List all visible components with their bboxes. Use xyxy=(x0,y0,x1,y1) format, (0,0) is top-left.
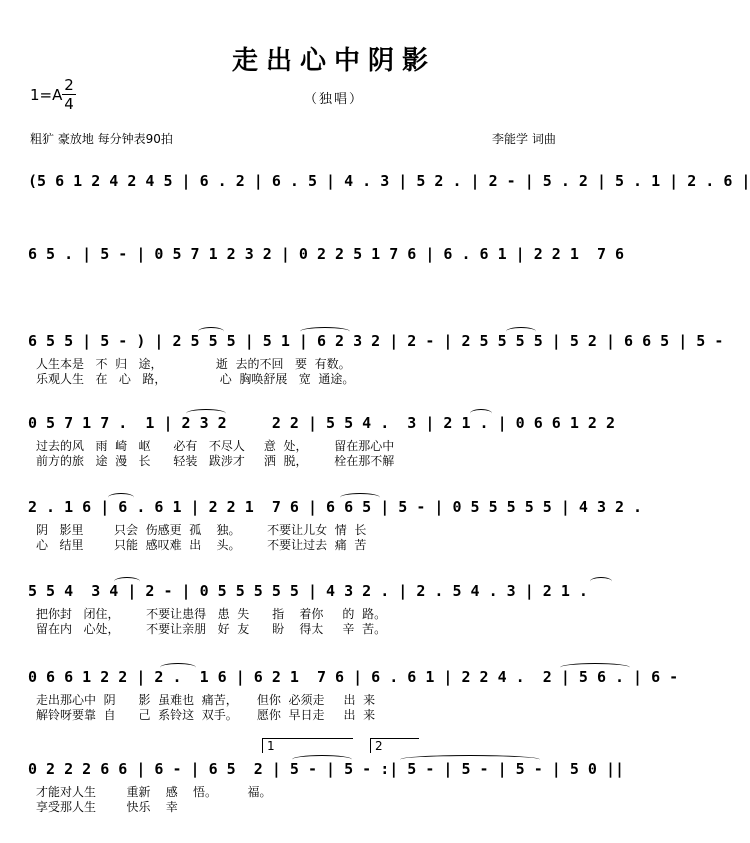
composer-credit: 李能学 词曲 xyxy=(492,132,556,146)
volta-number-2: 2 xyxy=(375,739,383,753)
lyrics-system-6-verse-1: 把你封 闭住， 不要让患得 患 失 指 着你 的 路。 xyxy=(36,607,387,621)
lyrics-system-4-verse-2: 前方的旅 途 漫 长 轻装 跋涉才 洒 脱， 栓在那不解 xyxy=(36,454,395,468)
notes-system-6: 5 5 4 3 4 | 2 - | 0 5 5 5 5 5 | 4 3 2 . | 2 . 5 4 . 3 | 2 1 . xyxy=(28,582,588,600)
song-title: 走出心中阴影 xyxy=(231,46,436,76)
lyrics-system-6-verse-2: 留在内 心处， 不要让亲朋 好 友 盼 得太 辛 苦。 xyxy=(36,622,387,636)
volta-number-1: 1 xyxy=(267,739,275,753)
slur-mark xyxy=(470,409,492,418)
notes-system-8: 0 2 2 2 6 6 | 6 - | 6 5 2 | 5 - | 5 - :| 5 - | 5 - | 5 - | 5 0 || xyxy=(28,760,625,778)
song-subtitle: （独唱） xyxy=(303,92,364,107)
slur-mark xyxy=(560,663,630,672)
key-signature: 1=A xyxy=(30,86,63,104)
notes-system-2: 6 5 . | 5 - | 0 5 7 1 2 3 2 | 0 2 2 5 1 7 6 | 6 . 6 1 | 2 2 1 7 6 xyxy=(28,245,625,263)
notes-system-3: 6 5 5 | 5 - ) | 2 5 5 5 | 5 1 | 6 2 3 2 | 2 - | 2 5 5 5 5 | 5 2 | 6 6 5 | 5 - xyxy=(28,332,724,350)
lyrics-system-3-verse-2: 乐观人生 在 心 路， 心 胸唤舒展 宽 通途。 xyxy=(36,372,355,386)
lyrics-system-3-verse-1: 人生本是 不 归 途， 逝 去的不回 要 有数。 xyxy=(36,357,351,371)
slur-mark xyxy=(160,663,196,672)
slur-mark xyxy=(590,577,612,586)
lyrics-system-8-verse-1: 才能对人生 重新 感 悟。 福。 xyxy=(36,785,272,799)
slur-mark xyxy=(506,327,536,336)
lyrics-system-4-verse-1: 过去的风 雨 崎 岖 必有 不尽人 意 处， 留在那心中 xyxy=(36,439,395,453)
notes-system-5: 2 . 1 6 | 6 . 6 1 | 2 2 1 7 6 | 6 6 5 | 5 - | 0 5 5 5 5 5 | 4 3 2 . xyxy=(28,498,643,516)
time-signature-top: 2 xyxy=(64,76,74,94)
slur-mark xyxy=(300,327,350,336)
notes-system-1: (5 6 1 2 4 2 4 5 | 6 . 2 | 6 . 5 | 4 . 3 | 5 2 . | 2 - | 5 . 2 | 5 . 1 | 2 . 6 | xyxy=(28,172,750,190)
slur-mark xyxy=(198,327,224,336)
slur-mark xyxy=(400,755,540,764)
time-signature xyxy=(62,77,76,112)
lyrics-system-5-verse-1: 阴 影里 只会 伤感更 孤 独。 不要让儿女 情 长 xyxy=(36,523,367,537)
slur-mark xyxy=(114,577,140,586)
volta-bracket-2 xyxy=(370,738,419,753)
volta-bracket-1 xyxy=(262,738,353,753)
notes-system-7: 0 6 6 1 2 2 | 2 . 1 6 | 6 2 1 7 6 | 6 . 6 1 | 2 2 4 . 2 | 5 6 . | 6 - xyxy=(28,668,679,686)
lyrics-system-5-verse-2: 心 结里 只能 感叹难 出 头。 不要让过去 痛 苦 xyxy=(36,538,367,552)
lyrics-system-8-verse-2: 享受那人生 快乐 幸 xyxy=(36,800,178,814)
slur-mark xyxy=(186,409,226,418)
slur-mark xyxy=(340,493,380,502)
slur-mark xyxy=(292,755,352,764)
lyrics-system-7-verse-1: 走出那心中 阴 影 虽难也 痛苦， 但你 必须走 出 来 xyxy=(36,693,376,707)
time-signature-bottom: 4 xyxy=(64,95,74,113)
lyrics-system-7-verse-2: 解铃呀要靠 自 己 系铃这 双手。 愿你 早日走 出 来 xyxy=(36,708,376,722)
slur-mark xyxy=(108,493,134,502)
tempo-marking: 粗犷 豪放地 每分钟表90拍 xyxy=(30,132,173,146)
notes-system-4: 0 5 7 1 7 . 1 | 2 3 2 2 2 | 5 5 4 . 3 | 2 1 . | 0 6 6 1 2 2 xyxy=(28,414,615,432)
